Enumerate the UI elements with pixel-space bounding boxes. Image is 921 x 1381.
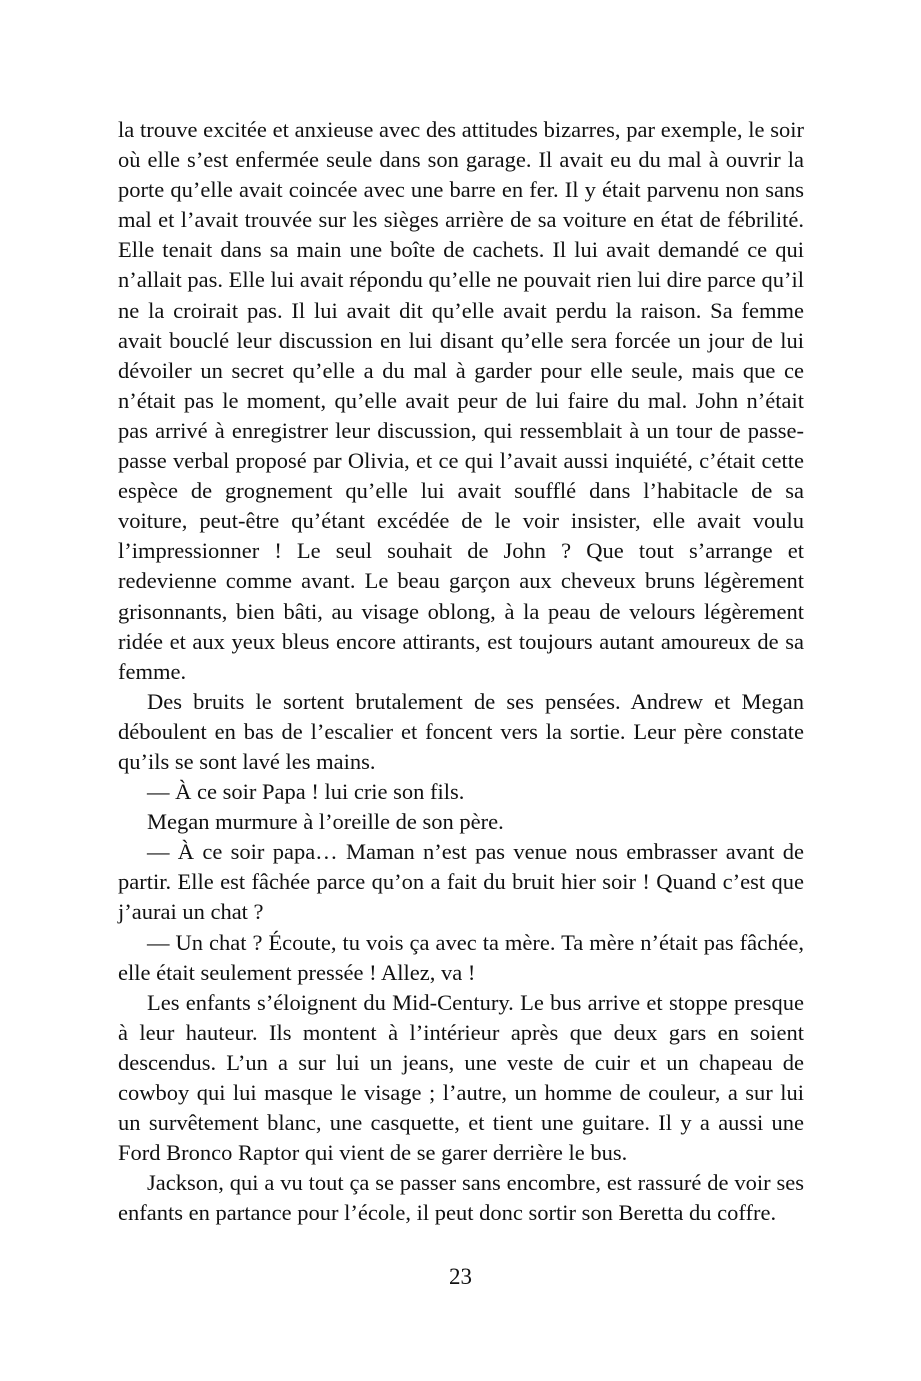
body-text [118,115,804,1228]
paragraph-noises: Des bruits le sortent brutalement de ses pensées. Andrew et Megan déboulent en bas de l’escalier et foncent vers la sortie. Leur père constate qu’ils se sont lavé les mains. [118,688,804,774]
paragraph-jackson: Jackson, qui a vu tout ça se passer sans encombre, est rassuré de voir ses enfants en partance pour l’école, il peut donc sortir son Beretta du coffre. [118,1170,804,1226]
dialogue-line-megan: — À ce soir papa… Maman n’est pas venue nous embrasser avant de partir. Elle est fâchée parce qu’on a fait du bruit hier soir ! Quand c’est que j’aurai un chat ? [118,839,804,925]
paragraph-bus: Les enfants s’éloignent du Mid-Century. Le bus arrive et stoppe presque à leur hauteur. Ils montent à l’intérieur après que deux gars en soient descendus. L’un a sur lui un jeans, une veste de cuir et un chapeau de cowboy qui lui masque le visage ; l’autre, un homme de couleur, a sur lui un survêtement blanc, une casquette, et tient une guitare. Il y a aussi une Ford Bronco Raptor qui vient de se garer derrière le bus. [118,989,804,1166]
dialogue-line-father: — Un chat ? Écoute, tu vois ça avec ta mère. Ta mère n’était pas fâchée, elle était seulement pressée ! Allez, va ! [118,929,804,985]
page-number: 23 [449,1264,472,1289]
paragraph-continuation: la trouve excitée et anxieuse avec des attitudes bizarres, par exemple, le soir où elle s’est enfermée seule dans son garage. Il avait eu du mal à ouvrir la porte qu’elle avait coincée avec une barre en fer. Il y était parvenu non sans mal et l’avait trouvée sur les sièges arrière de sa voiture en état de fébrilité. Elle tenait dans sa main une boîte de cachets. Il lui avait demandé ce qui n’allait pas. Elle lui avait répondu qu’elle ne pouvait rien lui dire parce qu’il ne la croirait pas. Il lui avait dit qu’elle avait perdu la raison. Sa femme avait bouclé leur discussion en lui disant qu’elle sera forcée un jour de lui dévoiler un secret qu’elle a du mal à garder pour elle seule, mais que ce n’était pas le moment, qu’elle avait peur de lui faire du mal. John n’était pas arrivé à enregistrer leur discussion, qui ressemblait à un tour de passe-passe verbal proposé par Olivia, et ce qui l’avait aussi inquiété, c’était cette espèce de grognement qu’elle lui avait soufflé dans l’habitacle de sa voiture, peut-être qu’étant excédée de le voir insister, elle avait voulu l’impressionner ! Le seul souhait de John ? Que tout s’arrange et redevienne comme avant. Le beau garçon aux cheveux bruns légèrement grisonnants, bien bâti, au visage oblong, à la peau de velours légèrement ridée et aux yeux bleus encore attirants, est toujours autant amoureux de sa femme. [118,117,805,684]
dialogue-line-andrew: — À ce soir Papa ! lui crie son fils. [147,779,465,805]
paragraph-megan-whisper: Megan murmure à l’oreille de son père. [147,809,504,835]
